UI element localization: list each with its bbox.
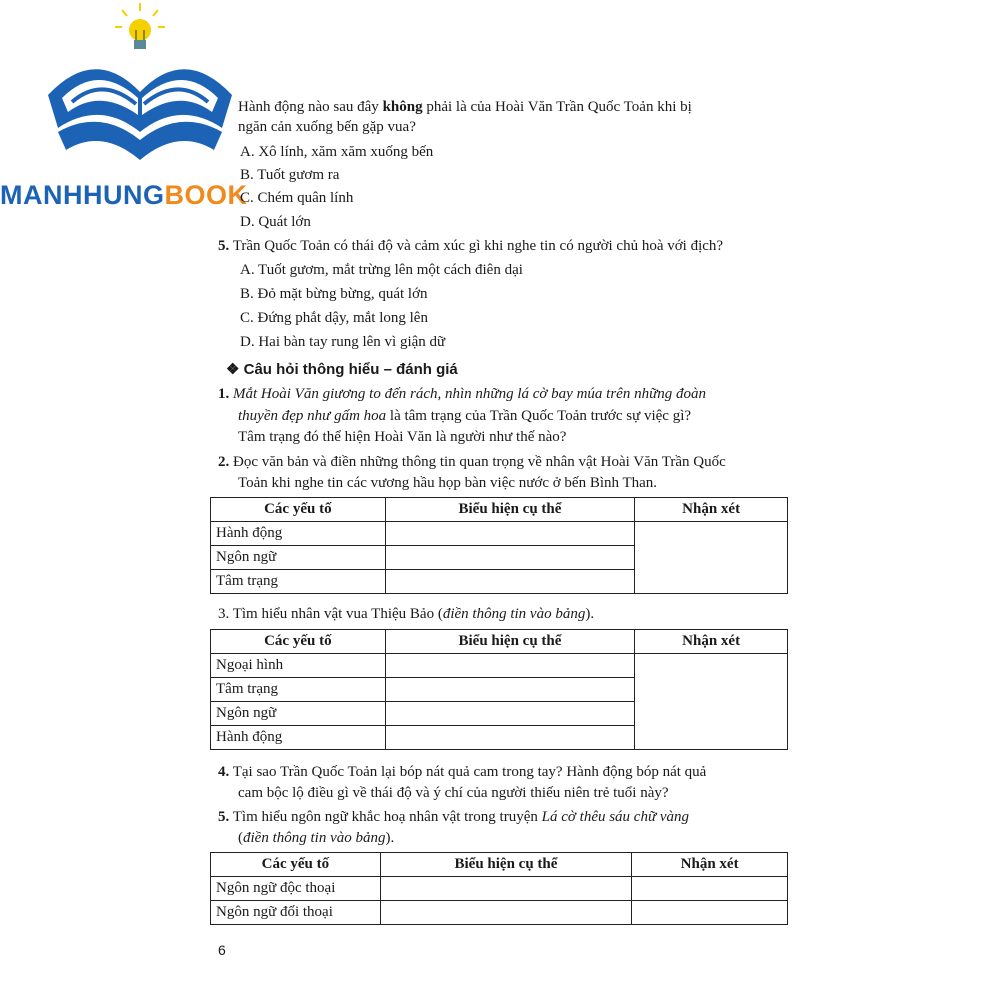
header-comment: Nhận xét: [632, 853, 788, 877]
table-row: [211, 654, 788, 678]
page-number: 6: [218, 942, 226, 958]
s1-line2: thuyền đẹp như gấm hoa là tâm trạng của Trần Quốc Toản trước sự việc gì?: [238, 408, 692, 424]
answer-cell[interactable]: [380, 901, 632, 925]
s1-line3: Tâm trạng đó thể hiện Hoài Văn là người như thế nào?: [238, 429, 567, 445]
q5-option-b: B. Đỏ mặt bừng bừng, quát lớn: [240, 286, 428, 302]
header-expression: Biểu hiện cụ thể: [380, 853, 632, 877]
brand-part1: MANHHUNG: [0, 180, 165, 210]
row-label: Ngôn ngữ đối thoại: [211, 901, 381, 925]
q4-option-a: A. Xô lính, xăm xăm xuống bến: [240, 144, 434, 160]
q4-line1: Hành động nào sau đây không phải là của Hoài Văn Trần Quốc Toản khi bị: [238, 99, 692, 115]
row-label: Tâm trạng: [211, 678, 386, 702]
table-language: [210, 852, 788, 925]
s5-line1: 5. Tìm hiểu ngôn ngữ khắc hoạ nhân vật trong truyện Lá cờ thêu sáu chữ vàng: [218, 809, 690, 825]
s3-line: 3. Tìm hiểu nhân vật vua Thiệu Bảo (điền thông tin vào bảng).: [218, 606, 595, 622]
row-label: Ngôn ngữ độc thoại: [211, 877, 381, 901]
answer-cell[interactable]: [385, 726, 635, 750]
s1-line1: 1. Mắt Hoài Văn giương to đến rách, nhìn những lá cờ bay múa trên những đoàn: [218, 386, 707, 402]
comment-cell[interactable]: [635, 654, 788, 750]
answer-cell[interactable]: [385, 546, 635, 570]
header-comment: Nhận xét: [635, 498, 788, 522]
header-expression: Biểu hiện cụ thể: [385, 630, 635, 654]
answer-cell[interactable]: [385, 654, 635, 678]
brand-wordmark: [0, 180, 247, 211]
row-label: Ngôn ngữ: [211, 702, 386, 726]
row-label: Tâm trạng: [211, 570, 386, 594]
q5-question: 5. Trần Quốc Toản có thái độ và cảm xúc gì khi nghe tin có người chủ hoà với địch?: [218, 238, 724, 254]
table-header-row: [211, 853, 788, 877]
table-hoai-van: [210, 497, 788, 594]
q4-option-d: D. Quát lớn: [240, 214, 311, 230]
s2-line1: 2. Đọc văn bản và điền những thông tin quan trọng về nhân vật Hoài Văn Trần Quốc: [218, 454, 726, 470]
answer-cell[interactable]: [385, 702, 635, 726]
s4-line1: 4. Tại sao Trần Quốc Toản lại bóp nát quả cam trong tay? Hành động bóp nát quả: [218, 764, 707, 780]
comment-cell[interactable]: [632, 901, 788, 925]
answer-cell[interactable]: [385, 678, 635, 702]
q4-option-b: B. Tuốt gươm ra: [240, 167, 340, 183]
table-header-row: [211, 630, 788, 654]
answer-cell[interactable]: [385, 570, 635, 594]
header-factors: Các yếu tố: [211, 630, 386, 654]
header-expression: Biểu hiện cụ thể: [385, 498, 635, 522]
s5-line2: (điền thông tin vào bảng).: [238, 830, 395, 846]
comment-cell[interactable]: [632, 877, 788, 901]
answer-cell[interactable]: [385, 522, 635, 546]
section-heading: ❖ Câu hỏi thông hiểu – đánh giá: [226, 361, 458, 378]
brand-part2: BOOK: [164, 180, 248, 210]
q5-option-d: D. Hai bàn tay rung lên vì giận dữ: [240, 334, 446, 350]
q5-option-a: A. Tuốt gươm, mắt trừng lên một cách điên dại: [240, 262, 523, 278]
table-row: [211, 522, 788, 546]
s4-line2: cam bộc lộ điều gì về thái độ và ý chí của người thiếu niên trẻ tuổi này?: [238, 785, 669, 801]
table-header-row: [211, 498, 788, 522]
table-thieu-bao: [210, 629, 788, 750]
s2-line2: Toản khi nghe tin các vương hầu họp bàn việc nước ở bến Bình Than.: [238, 475, 658, 491]
comment-cell[interactable]: [635, 522, 788, 594]
q4-option-c: C. Chém quân lính: [240, 190, 354, 206]
row-label: Hành động: [211, 726, 386, 750]
row-label: Ngoại hình: [211, 654, 386, 678]
header-factors: Các yếu tố: [211, 853, 381, 877]
header-comment: Nhận xét: [635, 630, 788, 654]
row-label: Ngôn ngữ: [211, 546, 386, 570]
table-row: [211, 877, 788, 901]
table-row: [211, 901, 788, 925]
header-factors: Các yếu tố: [211, 498, 386, 522]
q5-option-c: C. Đứng phắt dậy, mắt long lên: [240, 310, 428, 326]
answer-cell[interactable]: [380, 877, 632, 901]
q4-line2: ngăn cản xuống bến gặp vua?: [238, 119, 416, 135]
row-label: Hành động: [211, 522, 386, 546]
